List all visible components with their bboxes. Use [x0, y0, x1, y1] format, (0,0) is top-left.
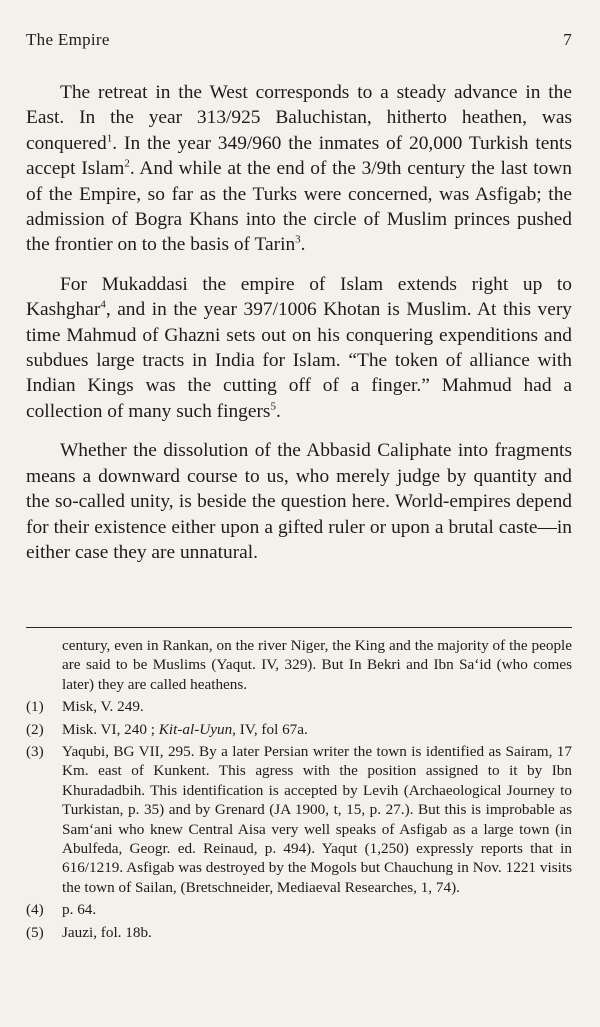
text-run: . And while at the end of the 3/9th century the last town of the Empire, so far as the Turks were concerned, was Asfigab; the admission of Bogra Khans into the circle of Muslim princes pushed the frontier on to the basis of Tarin	[26, 158, 572, 256]
footnote-number: (2)	[26, 720, 44, 738]
footnote	[26, 900, 572, 919]
paragraph: Whether the dissolution of the Abbasid Caliphate into fragments means a downward course to us, who merely judge by quantity and the so-called unity, is beside the question here. World-empires depend for their existence either upon a gifted ruler or upon a brutal caste—in either case they are unnatural.	[26, 440, 572, 563]
text-run: . In the year 349/960 the inmates of 20,000 Turkish tents accept Islam	[26, 132, 572, 180]
footnote-number: (4)	[26, 901, 44, 919]
footnote-text: Misk, V. 249.	[62, 698, 144, 716]
paragraph	[26, 80, 572, 258]
page-number: 7	[563, 30, 572, 49]
text-run: .	[275, 400, 281, 422]
paragraph	[26, 272, 572, 424]
footnote-ref: 1	[106, 132, 113, 145]
footnotes	[26, 636, 572, 942]
footnote-ref: 3	[295, 233, 301, 246]
footnote-ref: 5	[270, 400, 276, 413]
footnote-ref: 4	[100, 298, 106, 311]
footnote-text: p. 64.	[62, 901, 97, 919]
footnote-continuation: century, even in Rankan, on the river Niger, the King and the majority of the people are said to be Muslims (Yaqut. IV, 329). But In Bekri and Ibn Sa‘id (who comes later) they are called heathens.	[62, 637, 572, 693]
footnote	[26, 720, 572, 739]
footnote-text: Misk. VI, 240 ; Kit-al-Uyun, IV, fol 67a.	[62, 720, 308, 738]
text-run: For Mukaddasi the empire of Islam extends right up to Kashghar	[26, 273, 572, 321]
footnote-number: (5)	[26, 923, 44, 941]
chapter-title: The Empire	[26, 30, 110, 49]
footnote-text: Yaqubi, BG VII, 295. By a later Persian writer the town is identified as Sairam, 17 Km. east of Kunkent. This agress with the position assigned to it by Ibn Khuradadbih. This identification is accepted by Levih (Archaeological Journey to Turkistan, p. 35) and by Grenard (JA 1900, t, 15, p. 27.). But this is improbable as Sam‘ani who knew Central Aisa very well speaks of Asfigab as a large town (in Abulfeda, Geogr. ed. Reinaud, p. 494). Yaqut (1,250) expressly reports that in 616/1219. Asfigab was destroyed by the Mogols but Chauchung in Nov. 1221 visits the town of Sailan, (Bretschneider, Mediaeval Researches, 1, 74).	[62, 743, 572, 896]
text-run: .	[300, 234, 306, 256]
footnote	[26, 742, 572, 897]
italic-title: Kit-al-Uyun	[158, 720, 233, 738]
text-run: The retreat in the West corresponds to a steady advance in the East. In the year 313/925 Baluchistan, hitherto heathen, was conquered	[26, 82, 572, 154]
running-header	[26, 30, 572, 50]
text-run: , and in the year 397/1006 Khotan is Muslim. At this very time Mahmud of Ghazni sets out on his conquering expenditions and subdues large tracts in India for Islam. “The token of alliance with Indian Kings was the cutting off of a finger.” Mahmud had a collection of many such fingers	[26, 299, 572, 422]
main-text	[26, 80, 572, 565]
footnote-number: (3)	[26, 743, 44, 761]
footnote-ref: 2	[124, 157, 130, 170]
footnote-text: Jauzi, fol. 18b.	[62, 923, 152, 941]
footnote	[26, 923, 572, 942]
footnote-divider	[26, 627, 572, 628]
footnote	[26, 697, 572, 716]
footnote-number: (1)	[26, 698, 44, 716]
